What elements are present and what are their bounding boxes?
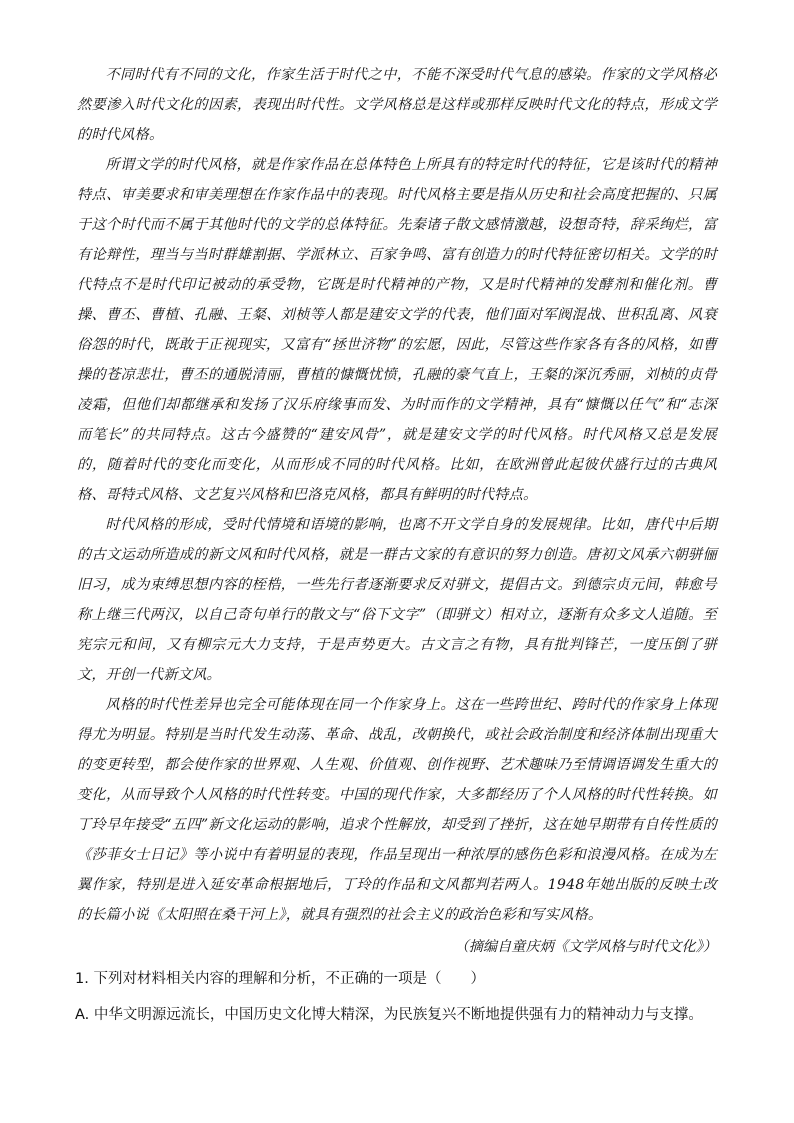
- article-paragraph-4: 风格的时代性差异也完全可能体现在同一个作家身上。这在一些跨世纪、跨时代的作家身上体现得尤为明显。特别是当时代发生动荡、革命、战乱，改朝换代，或社会政治制度和经济体制出现重大的变更转型，都会使作家的世界观、人生观、价值观、创作视野、艺术趣味乃至情调语调发生重大的变化，从而导致个人风格的时代性转变。中国的现代作家，大多都经历了个人风格的时代性转换。如丁玲早年接受“五四”新文化运动的影响，追求个性解放，却受到了挫折，这在她早期带有自传性质的《莎菲女士日记》等小说中有着明显的表现，作品呈现出一种浓厚的感伤色彩和浪漫风格。在成为左翼作家，特别是进入延安革命根据地后，丁玲的作品和文风都判若两人。1948年她出版的反映土改的长篇小说《太阳照在桑干河上》，就具有强烈的社会主义的政治色彩和写实风格。: [77, 697, 717, 923]
- article-paragraph-1: 不同时代有不同的文化，作家生活于时代之中，不能不深受时代气息的感染。作家的文学风格必然要渗入时代文化的因素，表现出时代性。文学风格总是这样或那样反映时代文化的特点，形成文学的时代风格。: [77, 67, 717, 143]
- article-source: （摘编自童庆炳《文学风格与时代文化》）: [454, 939, 717, 955]
- article-paragraph-3: 时代风格的形成，受时代情境和语境的影响，也离不开文学自身的发展规律。比如，唐代中后期的古文运动所造成的新文风和时代风格，就是一群古文家的有意识的努力创造。唐初文风承六朝骈俪旧习，成为束缚思想内容的桎梏，一些先行者逐渐要求反对骈文，提倡古文。到德宗贞元间，韩愈号称上继三代两汉，以自己奇句单行的散文与“俗下文字”（即骈文）相对立，逐渐有众多文人追随。至宪宗元和间，又有柳宗元大力支持，于是声势更大。古文言之有物，具有批判锋芒，一度压倒了骈文，开创一代新文风。: [77, 517, 717, 683]
- question-stem: 1. 下列对材料相关内容的理解和分析，不正确的一项是（ ）: [75, 971, 485, 987]
- document-page: [77, 60, 717, 1030]
- question-option-a: A. 中华文明源远流长，中国历史文化博大精深，为民族复兴不断地提供强有力的精神动力与支撑。: [75, 1007, 703, 1023]
- article-paragraph-2: 所谓文学的时代风格，就是作家作品在总体特色上所具有的特定时代的特征，它是该时代的精神特点、审美要求和审美理想在作家作品中的表现。时代风格主要是指从历史和社会高度把握的、只属于这个时代而不属于其他时代的文学的总体特征。先秦诸子散文感情激越，设想奇特，辞采绚烂，富有论辩性，理当与当时群雄割据、学派林立、百家争鸣、富有创造力的时代特征密切相关。文学的时代特点不是时代印记被动的承受物，它既是时代精神的产物，又是时代精神的发酵剂和催化剂。曹操、曹丕、曹植、孔融、王粲、刘桢等人都是建安文学的代表，他们面对军阀混战、世积乱离、风衰俗怨的时代，既敢于正视现实，又富有“拯世济物”的宏愿，因此，尽管这些作家各有各的风格，如曹操的苍凉悲壮，曹丕的通脱清丽，曹植的慷慨忧愤，孔融的豪气直上，王粲的深沉秀丽，刘桢的贞骨凌霜，但他们却都继承和发扬了汉乐府缘事而发、为时而作的文学精神，具有“慷慨以任气”和“志深而笔长”的共同特点。这古今盛赞的“建安风骨”，就是建安文学的时代风格。时代风格又总是发展的，随着时代的变化而变化，从而形成不同的时代风格。比如，在欧洲曾此起彼伏盛行过的古典风格、哥特式风格、文艺复兴风格和巴洛克风格，都具有鲜明的时代特点。: [77, 157, 717, 503]
